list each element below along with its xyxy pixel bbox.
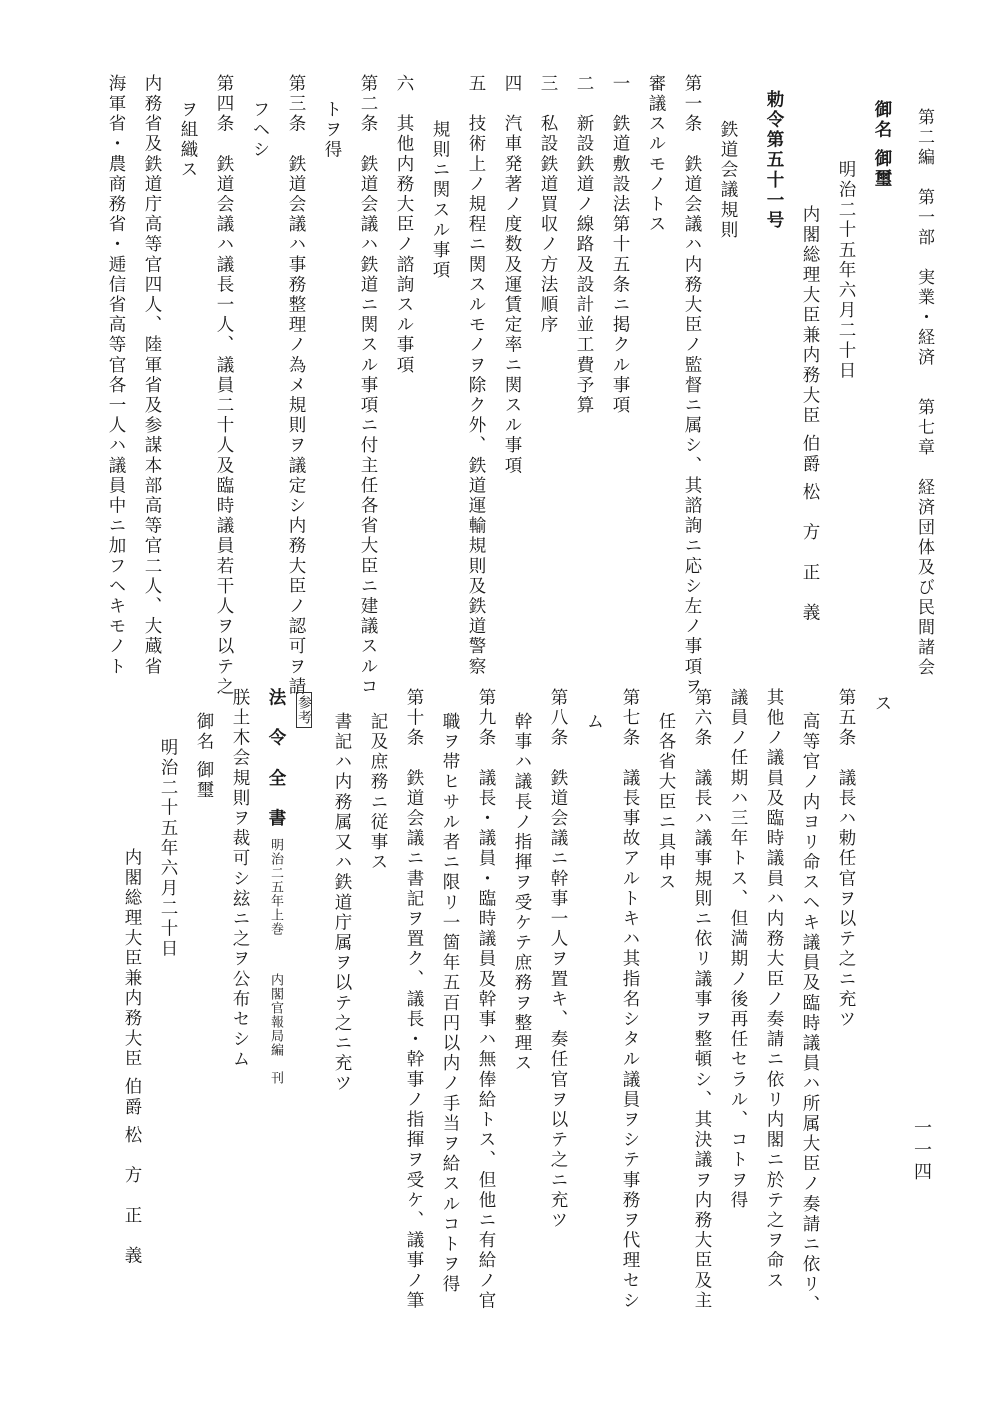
text-column: 第六条 議長ハ議事規則ニ依リ議事ヲ整頓シ、其決議ヲ内務大臣及主 <box>692 688 712 1312</box>
text-column: 明治二十五年六月二十日 <box>158 738 178 960</box>
upper-text-block <box>82 74 892 698</box>
text-column: トヲ得 <box>322 100 342 161</box>
text-column: 第一条 鉄道会議ハ内務大臣ノ監督ニ属シ、其諮詢ニ応シ左ノ事項ヲ <box>682 74 702 698</box>
text-column: 三 私設鉄道買収ノ方法順序 <box>538 74 558 336</box>
text-column: 二 新設鉄道ノ線路及設計並工費予算 <box>574 74 594 416</box>
lower-text-block <box>82 688 892 1315</box>
text-column: フヘシ <box>250 100 270 161</box>
source-publisher: 内閣官報局編 刊 <box>268 973 283 1085</box>
text-column: 六 其他内務大臣ノ諮詢スル事項 <box>394 74 414 376</box>
text-column: 勅令第五十一号 <box>764 90 784 231</box>
text-column: 其他ノ議員及臨時議員ハ内務大臣ノ奏請ニ依リ内閣ニ於テ之ヲ命ス <box>764 688 784 1291</box>
reference-label: 参考 <box>296 692 312 728</box>
page-number: 一一四 <box>911 1118 932 1184</box>
text-column: 第九条 議長・議員・臨時議員及幹事ハ無俸給トス、但他ニ有給ノ官 <box>476 688 496 1312</box>
text-column <box>248 688 284 1248</box>
text-column: 一 鉄道敷設法第十五条ニ掲クル事項 <box>610 74 630 416</box>
text-column: ス <box>872 694 892 715</box>
text-column: 五 技術上ノ規程ニ関スルモノヲ除ク外、鉄道運輸規則及鉄道警察 <box>466 74 486 677</box>
text-column: 記及庶務ニ従事ス <box>368 712 388 873</box>
text-column: 御名 御璽 <box>194 712 214 801</box>
text-column: 職ヲ帯ヒサル者ニ限リ一箇年五百円以内ノ手当ヲ給スルコトヲ得 <box>440 712 460 1295</box>
text-column: 任各省大臣ニ具申ス <box>656 712 676 893</box>
text-column: 議員ノ任期ハ三年トス、但満期ノ後再任セラル、コトヲ得 <box>728 688 748 1211</box>
text-column: 第二条 鉄道会議ハ鉄道ニ関スル事項ニ付主任各省大臣ニ建議スルコ <box>358 74 378 698</box>
text-column: 書記ハ内務属又ハ鉄道庁属ヲ以テ之ニ充ツ <box>332 712 352 1094</box>
running-header-chapter: 第七章 経済団体及び民間諸会 <box>914 398 934 678</box>
text-column: 幹事ハ議長ノ指揮ヲ受ケテ庶務ヲ整理ス <box>512 712 532 1074</box>
running-header-part: 第二編 第一部 実業・経済 <box>914 108 934 368</box>
text-column: 御名 御璽 <box>872 100 892 190</box>
source-volume: 明治二五年上巻 <box>268 838 283 936</box>
text-column: 第四条 鉄道会議ハ議長一人、議員二十人及臨時議員若干人ヲ以テ之 <box>214 74 234 698</box>
text-column: 鉄道会議規則 <box>718 120 738 241</box>
text-column: 海軍省・農商務省・逓信省高等官各一人ハ議員中ニ加フヘキモノト <box>106 74 126 677</box>
text-column <box>284 688 314 1248</box>
text-column: ム <box>584 712 604 733</box>
text-column: 規則ニ関スル事項 <box>430 120 450 281</box>
text-column: 第三条 鉄道会議ハ事務整理ノ為メ規則ヲ議定シ内務大臣ノ認可ヲ請 <box>286 74 306 698</box>
text-column: ヲ組織ス <box>178 100 198 181</box>
text-column: 高等官ノ内ヨリ命スヘキ議員及臨時議員ハ所属大臣ノ奏請ニ依リ、 <box>800 712 820 1315</box>
text-column: 朕土木会規則ヲ裁可シ玆ニ之ヲ公布セシム <box>230 688 250 1070</box>
text-column: 内閣総理大臣兼内務大臣 伯爵 松 方 正 義 <box>800 205 820 624</box>
text-column: 明治二十五年六月二十日 <box>836 160 856 382</box>
text-column: 第五条 議長ハ勅任官ヲ以テ之ニ充ツ <box>836 688 856 1030</box>
text-column: 第八条 鉄道会議ニ幹事一人ヲ置キ、奏任官ヲ以テ之ニ充ツ <box>548 688 568 1231</box>
source-title: 法 令 全 書 <box>266 688 286 829</box>
text-column: 第七条 議長事故アルトキハ其指名シタル議員ヲシテ事務ヲ代理セシ <box>620 688 640 1312</box>
text-column: 内務省及鉄道庁高等官四人、陸軍省及参謀本部高等官二人、大蔵省 <box>142 74 162 677</box>
text-column: 第十条 鉄道会議ニ書記ヲ置ク、議長・幹事ノ指揮ヲ受ケ、議事ノ筆 <box>404 688 424 1312</box>
text-column: 内閣総理大臣兼内務大臣 伯爵 松 方 正 義 <box>122 848 142 1267</box>
text-column: 審議スルモノトス <box>646 74 666 235</box>
text-column: 四 汽車発著ノ度数及運賃定率ニ関スル事項 <box>502 74 522 476</box>
